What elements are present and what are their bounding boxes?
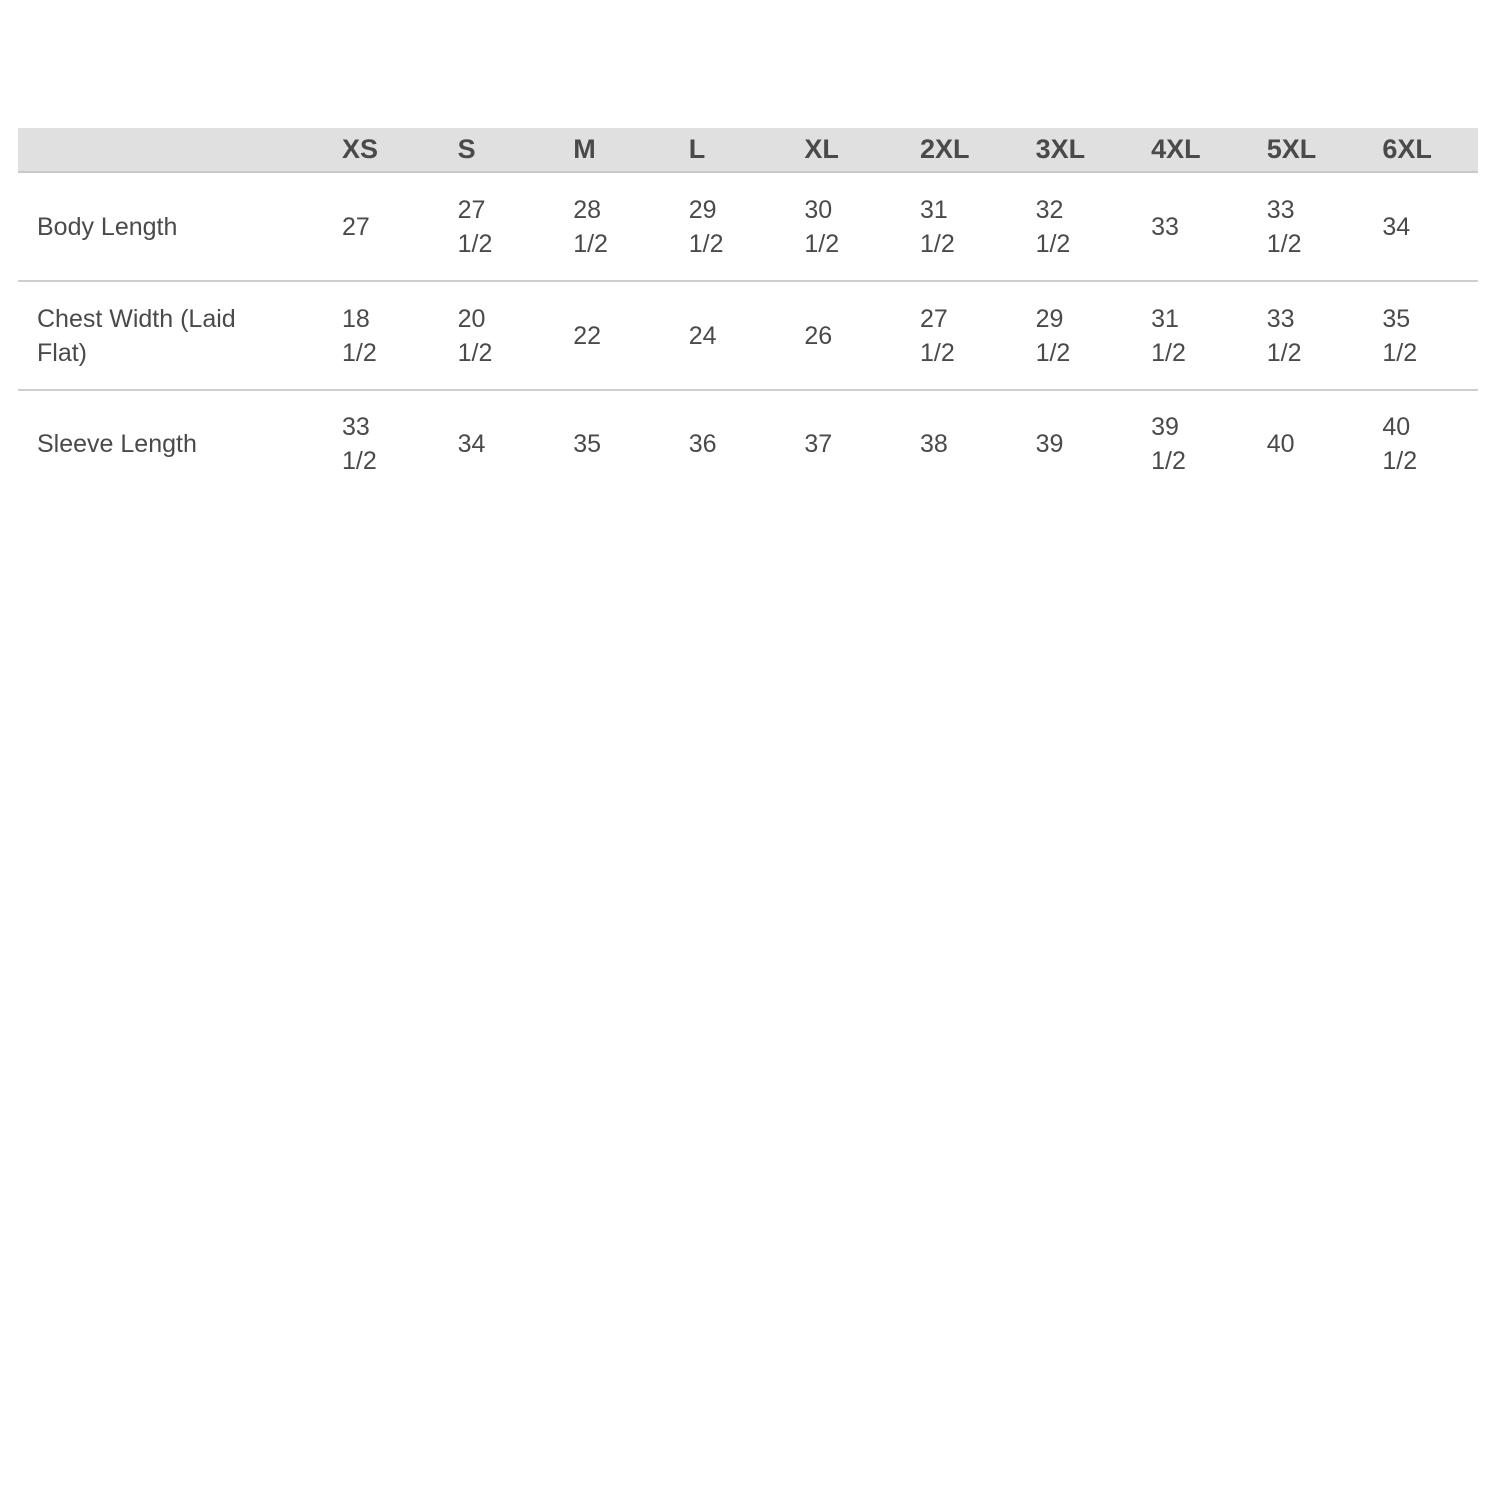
header-size-l: L (669, 128, 785, 172)
row-label: Sleeve Length (18, 390, 322, 496)
table-cell: 33 1/2 (1266, 195, 1302, 258)
table-cell: 29 1/2 (1016, 281, 1132, 390)
table-cell: 24 (669, 281, 785, 390)
header-size-4xl: 4XL (1131, 128, 1247, 172)
size-body (18, 172, 1478, 496)
table-cell: 37 (784, 390, 900, 496)
table-cell: 34 (1382, 212, 1411, 241)
table-cell: 29 1/2 (688, 195, 724, 258)
table-cell: 34 (438, 390, 554, 496)
table-cell: 27 (342, 212, 370, 241)
table-cell: 18 1/2 (322, 281, 438, 390)
header-size-xs: XS (322, 128, 438, 172)
table-cell: 27 1/2 (900, 281, 1016, 390)
table-cell: 35 1/2 (1362, 281, 1478, 390)
table-cell: 38 (900, 390, 1016, 496)
table-cell: 33 (1151, 212, 1179, 241)
table-row-chest-width (18, 281, 1478, 390)
table-cell: 31 1/2 (919, 195, 955, 258)
table-cell: 20 1/2 (438, 281, 554, 390)
table-cell: 36 (669, 390, 785, 496)
row-label: Chest Width (Laid Flat) (18, 281, 322, 390)
table-cell: 39 1/2 (1131, 390, 1247, 496)
table-cell: 31 1/2 (1131, 281, 1247, 390)
table-cell: 39 (1016, 390, 1132, 496)
table-cell: 33 1/2 (322, 390, 438, 496)
header-corner (18, 128, 322, 172)
header-size-2xl: 2XL (900, 128, 1016, 172)
table-cell: 22 (553, 281, 669, 390)
table-row-body-length (18, 172, 1478, 281)
row-label: Body Length (37, 212, 178, 241)
table-cell: 30 1/2 (804, 195, 840, 258)
table-cell: 40 (1247, 390, 1363, 496)
header-size-5xl: 5XL (1247, 128, 1363, 172)
header-row (18, 128, 1478, 172)
header-size-xl: XL (784, 128, 900, 172)
header-size-s: S (438, 128, 554, 172)
table-cell: 33 1/2 (1247, 281, 1363, 390)
table-row-sleeve-length (18, 390, 1478, 496)
table-cell: 35 (553, 390, 669, 496)
size-chart-table (18, 128, 1478, 496)
table-cell: 27 1/2 (457, 195, 493, 258)
header-size-6xl: 6XL (1362, 128, 1478, 172)
header-size-3xl: 3XL (1016, 128, 1132, 172)
size-header (18, 128, 1478, 172)
table-cell: 40 1/2 (1362, 390, 1478, 496)
table-cell: 28 1/2 (573, 195, 608, 258)
table-cell: 26 (784, 281, 900, 390)
table-cell: 32 1/2 (1035, 195, 1071, 258)
header-size-m: M (553, 128, 669, 172)
